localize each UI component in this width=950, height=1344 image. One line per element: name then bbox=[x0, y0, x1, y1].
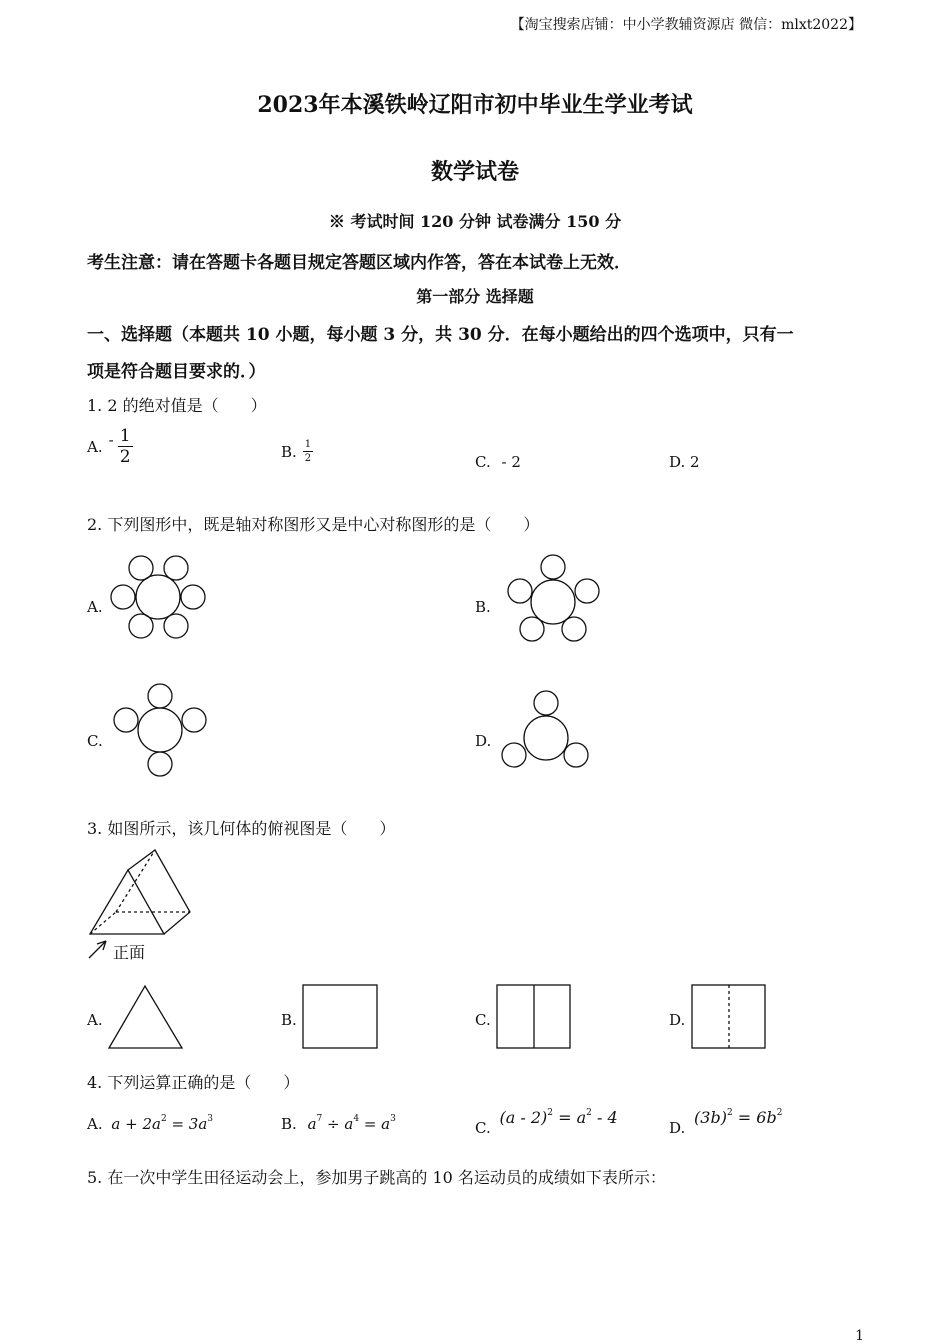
question-4-stem: 4. 下列运算正确的是（ ） bbox=[87, 1073, 300, 1092]
q4-option-a bbox=[87, 1114, 213, 1133]
math-expression: $(3b)^2 = 6b^2$ bbox=[694, 1108, 783, 1127]
q2-option-b-label: B. bbox=[475, 598, 491, 616]
section-title-line1: 一、选择题（本题共 10 小题，每小题 3 分，共 30 分．在每小题给出的四个选项中，只有一 bbox=[87, 325, 794, 345]
q2-option-c-label: C. bbox=[87, 732, 103, 750]
option-label: D. bbox=[669, 453, 686, 471]
q4-option-b bbox=[281, 1114, 396, 1133]
option-label: A. bbox=[87, 438, 103, 456]
denominator: 2 bbox=[304, 453, 312, 464]
notice: 考生注意：请在答题卡各题目规定答题区域内作答，答在本试卷上无效． bbox=[87, 253, 631, 273]
option-label: A. bbox=[87, 1115, 103, 1133]
math-expression: $a^7 \div a^4 = a^3$ bbox=[307, 1114, 396, 1133]
numerator: 1 bbox=[119, 426, 131, 446]
q2-option-a-label: A. bbox=[87, 598, 103, 616]
math-expression: $(a - 2)^2 = a^2 - 4$ bbox=[499, 1108, 618, 1127]
q3-option-c-label: C. bbox=[475, 1011, 491, 1029]
option-label: C. bbox=[475, 453, 491, 471]
option-value: - 2 bbox=[501, 453, 521, 471]
question-1-stem: 1. 2 的绝对值是（ ） bbox=[87, 396, 267, 415]
option-label: C. bbox=[475, 1119, 491, 1137]
watermark: 【淘宝搜索店铺：中小学教辅资源店 微信：mlxt2022】 bbox=[510, 17, 862, 33]
section-title-line2: 项是符合题目要求的．） bbox=[87, 362, 266, 382]
denominator: 2 bbox=[119, 447, 131, 467]
q4-option-c bbox=[475, 1108, 618, 1137]
q3-option-d-label: D. bbox=[669, 1011, 686, 1029]
q3-figure-c-rectangle-solid-line bbox=[497, 985, 570, 1048]
page-number: 1 bbox=[855, 1328, 864, 1344]
q2-option-d-label: D. bbox=[475, 732, 492, 750]
exam-subtitle: 数学试卷 bbox=[430, 159, 519, 185]
numerator: 1 bbox=[304, 439, 312, 450]
option-value: 2 bbox=[690, 453, 700, 471]
exam-info: ※ 考试时间 120 分钟 试卷满分 150 分 bbox=[328, 212, 622, 231]
option-label: B. bbox=[281, 1115, 297, 1133]
question-3-stem: 3. 如图所示，该几何体的俯视图是（ ） bbox=[87, 819, 396, 838]
option-label: D. bbox=[669, 1119, 686, 1137]
q3-figure-a-triangle bbox=[109, 986, 182, 1048]
part-title: 第一部分 选择题 bbox=[416, 287, 534, 306]
exam-title: 2023年本溪铁岭辽阳市初中毕业生学业考试 bbox=[257, 92, 693, 118]
question-2-stem: 2. 下列图形中，既是轴对称图形又是中心对称图形的是（ ） bbox=[87, 515, 540, 534]
q4-option-d bbox=[669, 1108, 783, 1137]
minus-sign: - bbox=[108, 431, 114, 449]
q3-figure-d-rectangle-dashed-line bbox=[692, 985, 765, 1048]
q3-option-a-label: A. bbox=[87, 1011, 103, 1029]
question-5-stem: 5. 在一次中学生田径运动会上，参加男子跳高的 10 名运动员的成绩如下表所示： bbox=[87, 1168, 666, 1187]
math-expression: $a + 2a^2 = 3a^3$ bbox=[111, 1114, 213, 1133]
option-label: B. bbox=[281, 443, 297, 461]
front-label: 正面 bbox=[113, 943, 146, 962]
q3-figure-b-rectangle bbox=[303, 985, 377, 1048]
q3-option-b-label: B. bbox=[281, 1011, 297, 1029]
